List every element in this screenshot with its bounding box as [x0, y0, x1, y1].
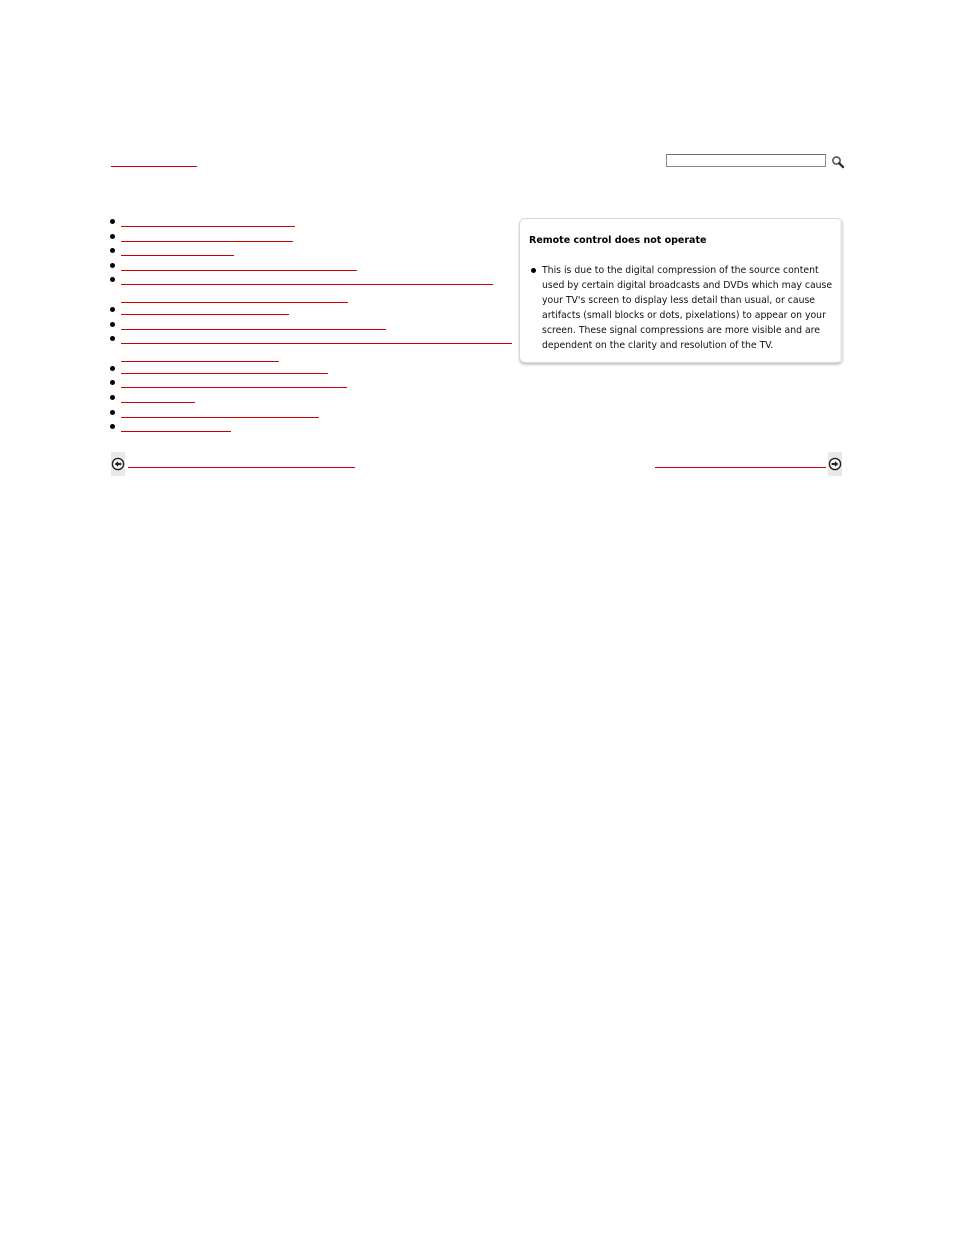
- topic-link[interactable]: [121, 391, 195, 403]
- list-item: [106, 318, 516, 333]
- list-item: [106, 244, 516, 259]
- list-item: [106, 376, 516, 391]
- card-bullet-text: This is due to the digital compression of the source content used by certain digital broadcasts and DVDs which may cause your TV's screen to display less detail than usual, or cause artifacts (small blocks or dots, pixelations) to appear on your screen. These signal compressions are more visible and are dependent on the clarity and resolution of the TV.: [542, 265, 833, 351]
- previous-page-link[interactable]: [128, 456, 355, 468]
- topic-link[interactable]: [121, 244, 234, 256]
- topic-link[interactable]: [121, 318, 386, 330]
- list-item: [106, 391, 516, 406]
- list-item: [106, 303, 516, 318]
- topic-link[interactable]: [121, 332, 512, 344]
- topic-link-continued[interactable]: [121, 291, 348, 303]
- topic-link[interactable]: [121, 376, 347, 388]
- list-item: [106, 230, 516, 245]
- search-button[interactable]: [831, 154, 845, 168]
- topic-link[interactable]: [121, 259, 357, 271]
- list-item: [106, 362, 516, 377]
- arrow-right-circle-icon: [828, 457, 842, 471]
- list-item: [106, 259, 516, 274]
- card-title: Remote control does not operate: [529, 235, 707, 246]
- top-link[interactable]: [111, 154, 197, 167]
- topic-link[interactable]: [121, 303, 289, 315]
- previous-page-button[interactable]: [111, 452, 125, 476]
- topic-link[interactable]: [121, 406, 319, 418]
- next-page-button[interactable]: [828, 452, 842, 476]
- arrow-left-circle-icon: [111, 457, 125, 471]
- magnifier-icon: [831, 155, 845, 169]
- list-item: [106, 420, 516, 435]
- next-page-link[interactable]: [655, 456, 826, 468]
- search-input[interactable]: [666, 154, 826, 167]
- topic-link[interactable]: [121, 230, 293, 242]
- bullet-icon: [531, 268, 536, 273]
- list-item: [106, 406, 516, 421]
- info-card: [519, 218, 843, 363]
- list-item: [106, 215, 516, 230]
- topic-link-continued[interactable]: [121, 350, 279, 362]
- topic-link[interactable]: [121, 420, 231, 432]
- search-box: [666, 154, 846, 170]
- list-item: [106, 273, 516, 303]
- topic-link[interactable]: [121, 273, 493, 285]
- topic-list: [106, 215, 516, 435]
- list-item: [106, 332, 516, 362]
- topic-link[interactable]: [121, 215, 295, 227]
- topic-link[interactable]: [121, 362, 328, 374]
